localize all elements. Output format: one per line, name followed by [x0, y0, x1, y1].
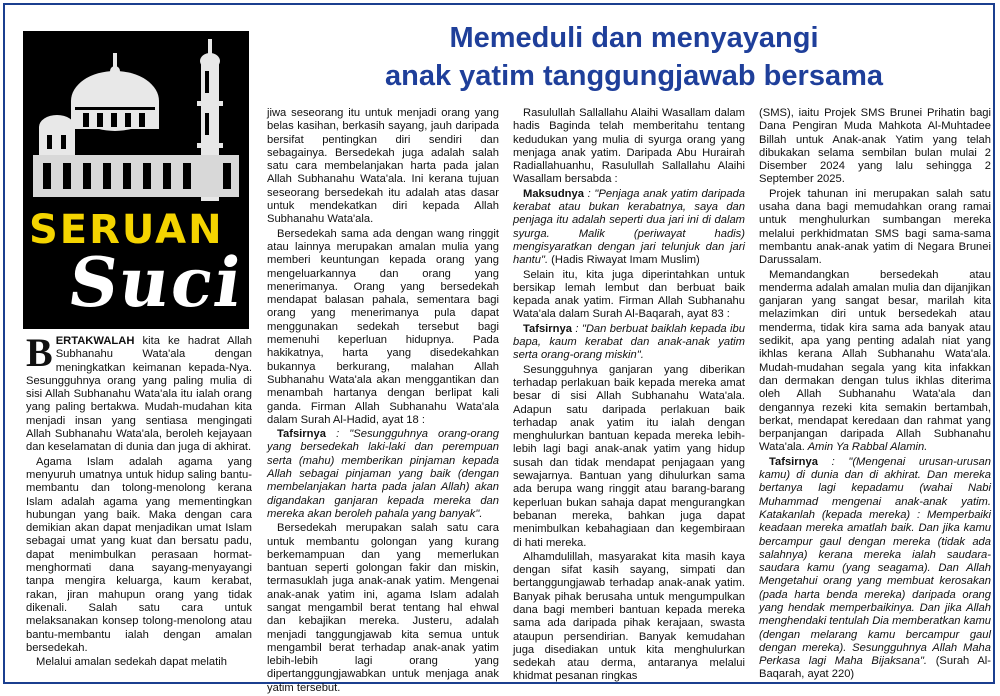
paragraph: Selain itu, kita juga diperintahkan untuk bersikap lemah lembut dan berbuat baik kepada anak yatim. Firman Allah Subhanahu Wata'ala dalam Surah Al-Baqarah, ayat 83 :: [513, 268, 745, 321]
paragraph-text: kita ke hadrat Allah Subhanahu Wata'ala dengan meningkatkan keimanan kepada-Nya. Sesungguhnya orang yang paling mulia di sisi Allah Subhanahu Wata'ala itu ialah orang yang paling bertakwa. Mudah-mudahan kita menjadi insan yang sentiasa mengingati Allah Subhanahu Wata'ala, beroleh kejayaan dan keselamatan di dunia dan juga di akhirat.: [26, 335, 252, 454]
paragraph: Agama Islam adalah agama yang menyuruh umatnya untuk hidup saling bantu-membantu dan tolong-menolong kerana Islam adalah agama yang mementingkan hubungan yang baik. Maka dengan cara demikian akan dapat menjadikan umat Islam sebagai umat yang kuat dan bersatu padu, dapat menimbulkan perasaan hormat-menghormati dana sayang-menyayangi tanpa mengira keluarga, kaum kerabat, rakan, jiran mahupun orang yang tidak dikenali. Salah satu cara untuk melaksanakan konsep tolong-menolong atau bantu-membantu ialah dengan amalan bersedekah.: [26, 455, 252, 654]
tafsir-text: : "Dan berbuat baiklah kepada ibu bapa, kaum kerabat dan anak-anak yatim serta orang-orang miskin".: [513, 322, 745, 362]
maksud-block: [513, 188, 745, 268]
tafsir-block: [513, 323, 745, 363]
paragraph: Melalui amalan sedekah dapat melatih: [36, 656, 227, 669]
paragraph: Sesungguhnya ganjaran yang diberikan terhadap perlakuan baik kepada mereka amat besar di sisi Allah Subhanahu Wata'ala. Adapun satu daripada perlakuan baik terhadap anak yatim itu ialah dengan menghulurkan bantuan kepada mereka lebih-lebih lagi bagi anak-anak yatim yang hidup susah dan tidak mendapat penjagaan yang sewajarnya. Bantuan yang dihulurkan sama ada berupa wang ringgit atau barang-barang keperluan bukan sahaja dapat mengurangkan bebanan mereka, bahkan juga dapat menimbulkan kebahagiaan dan kegembiraan di hati mereka.: [513, 363, 745, 549]
headline-line-2: anak yatim tanggungjawab bersama: [385, 60, 883, 92]
tafsir-label: Tafsirnya: [277, 428, 326, 441]
maksud-label: Maksudnya: [523, 187, 584, 200]
tafsir-block: [759, 456, 991, 682]
column-1: [26, 330, 252, 670]
paragraph: (SMS), iaitu Projek SMS Brunei Prihatin bagi Dana Pengiran Muda Mahkota Al-Muhtadee Billah untuk Anak-anak Yatim yang telah dibukakan selama sembilan bulan mulai 2 Disember 2024 yang lalu sehingga 2 September 2025.: [759, 107, 991, 186]
lead-word: ERTAKWALAH: [55, 335, 135, 347]
closing-prayer: Amin Ya Rabbal Alamin.: [804, 441, 928, 454]
paragraph: jiwa seseorang itu untuk menjadi orang yang belas kasihan, berkasih sayang, jauh daripada bersifat pentingkan diri sendiri dan sebagainya. Bersedekah juga adalah salah satu cara membelanjakan harta pada jalan Allah Subhanahu Wata'ala. Ini kerana tujuan seseorang bersedekah itu adalah atas dasar untuk mendekatkan diri kepada Allah Subhanahu Wata'ala.: [267, 107, 499, 226]
tafsir-source: (Surah Al-Baqarah, ayat 220): [759, 655, 991, 681]
paragraph: [759, 269, 991, 455]
paragraph: [26, 330, 252, 455]
maksud-text: : "Penjaga anak yatim daripada kerabat atau bukan kerabatnya, saya dan penjaga itu adalah seperti dua jari ini di dalam syurga. Malik (periwayat hadis) mengisyaratkan dengan jari telunjuk dan jari hantu".: [513, 187, 746, 267]
headline-line-1: Memeduli dan menyayangi: [449, 22, 819, 54]
paragraph: Bersedekah sama ada dengan wang ringgit atau lainnya merupakan amalan mulia yang memberi keuntungan kepada orang yang mengeluarkannya dan orang yang menerimanya. Orang yang bersedekah mendapat balasan pahala, sementara bagi orang yang menerimanya pula dapat menggunakan sedekah tersebut bagi memenuhi keperluan hidupnya. Pada hakikatnya, harta yang disedekahkan bukannya berkurang, malahan Allah Subhanahu Wata'ala akan menggantikan dan menambah hartanya dengan berlipat kali ganda. Firman Allah Subhanahu Wata'ala dalam Surah Al-Hadid, ayat 18 :: [267, 227, 499, 426]
paragraph: Rasulullah Sallallahu Alaihi Wasallam dalam hadis Baginda telah memberitahu tentang kedudukan yang mulia di syurga orang yang menjaga anak yatim. Daripada Abu Hurairah Radiallahuanhu, Rasulullah Sallallahu Alaihi Wasallam bersabda :: [513, 107, 745, 186]
tafsir-text: : "(Mengenai urusan-urusan kamu) di dunia dan di akhirat. Dan mereka bertanya lagi kepadamu (wahai Nabi Muhammad mengenai anak-anak yatim. Katakanlah (kepada mereka) : Memperbaiki keadaan mereka amatlah baik. Dan jika kamu bercampur gaul dengan mereka (tidak ada salahnya) kerana mereka ialah saudara-saudara kamu (yang seagama). Dan Allah Mengetahui orang yang membuat kerosakan (pada harta benda mereka) daripada orang yang hendak memperbaikinya. Dan jika Allah menghendaki tentulah Dia memberatkan kamu (dengan melarang kamu bercampur gaul dengan mereka). Sesungguhnya Allah Maha Perkasa lagi Maha Bijaksana".: [759, 455, 991, 668]
paragraph-text: Memandangkan bersedekah atau menderma adalah amalan mulia dan dijanjikan ganjaran yang sangat besar, marilah kita melazimkan diri untuk bersedekah atau menderma, tidak kira sama ada banyak atau sedikit, apa yang penting adalah niat yang ikhlas kerana Allah Subhanahu Wata'ala. Mudah-mudahan segala yang kita infakkan dan dermakan dengan tulus ikhlas diterima oleh Allah Subhanahu Wata'ala dan dengannya rezeki kita semakin bertambah, berkat, mendapat keredaan dan rahmat yang berpanjangan daripada Allah Subhanahu Wata'ala.: [759, 268, 991, 454]
logo-word-seruan: SERUAN: [29, 207, 224, 253]
tafsir-text: : "Sesungguhnya orang-orang yang bersedekah laki-laki dan perempuan serta (mahu) memberikan pinjaman kepada Allah sebagai pinjaman yang baik (dengan membelanjakan harta pada jalan Allah) akan digandakan ganjaran kepada mereka dan mereka akan beroleh pahala yang banyak".: [267, 428, 499, 520]
tafsir-label: Tafsirnya: [523, 322, 572, 335]
headline: [275, 19, 993, 95]
paragraph: Alhamdulillah, masyarakat kita masih kaya dengan sifat kasih sayang, simpati dan bertanggungjawab terhadap anak-anak yatim. Banyak pihak berusaha untuk mengumpulkan dana bagi memberi bantuan kepada mereka sama ada daripada pihak kerajaan, swasta ataupun persendirian. Banyak kemudahan juga disediakan untuk kita menghulurkan sedekah atau derma, antaranya melalui khidmat pesanan ringkas: [513, 550, 745, 683]
article-frame: [3, 3, 995, 694]
tafsir-label: Tafsirnya: [769, 455, 818, 468]
column-4: [759, 107, 991, 683]
tafsir-block: [267, 428, 499, 521]
maksud-source: (Hadis Riwayat Imam Muslim): [548, 254, 700, 267]
column-2: [267, 107, 499, 696]
drop-cap: B: [26, 330, 53, 375]
seruan-suci-logo: [23, 31, 249, 329]
column-3: [513, 107, 745, 685]
logo-word-suci: Suci: [63, 243, 249, 323]
paragraph: Bersedekah merupakan salah satu cara untuk membantu golongan yang kurang berkemampuan dan yang memerlukan bantuan seperti golongan fakir dan miskin, termasuklah juga anak-anak yatim. Mengenai anak-anak yatim ini, agama Islam adalah sangat mengambil berat tentang hal ehwal dan kebajikan mereka. Justeru, adalah menjadi tanggungjawab kita semua untuk mengambil berat terhadap anak-anak yatim lebih-lebih lagi orang yang dipertanggungjawabkan untuk menjaga anak yatim tersebut.: [267, 522, 499, 694]
paragraph: Projek tahunan ini merupakan salah satu usaha dana bagi memudahkan orang ramai untuk menghulurkan sumbangan mereka melalui perkhidmatan SMS bagi sama-sama membantu anak-anak yatim di Negara Brunei Darussalam.: [759, 187, 991, 267]
